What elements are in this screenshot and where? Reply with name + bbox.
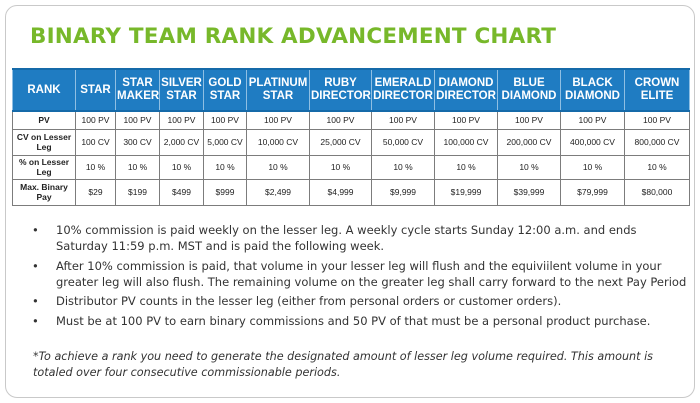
table-cell: $9,999 [372, 179, 435, 205]
table-cell: 200,000 CV [498, 129, 561, 155]
table-cell: 10 % [76, 155, 116, 179]
table-cell: $2,499 [247, 179, 310, 205]
list-item [30, 222, 690, 254]
table-cell: 100 PV [76, 111, 116, 129]
header-blue-diamond: BLUE DIAMOND [498, 69, 561, 111]
header-row [13, 69, 690, 111]
row-pv [13, 111, 690, 129]
note-text: 10% commission is paid weekly on the lesser leg. A weekly cycle starts Sunday 12:00 a.m. and ends Saturday 11:59 p.m. MST and is paid the following week. [56, 223, 637, 253]
table-cell: 100 PV [310, 111, 372, 129]
table-cell: 2,000 CV [160, 129, 204, 155]
header-platinum-star: PLATINUM STAR [247, 69, 310, 111]
row-percent-lesser-leg [13, 155, 690, 179]
table-cell: 10 % [204, 155, 247, 179]
table-cell: 100,000 CV [435, 129, 498, 155]
bullet-icon: • [32, 313, 39, 328]
table-cell: 400,000 CV [561, 129, 625, 155]
table-cell: $29 [76, 179, 116, 205]
header-silver-star: SILVER STAR [160, 69, 204, 111]
table-cell: 100 PV [625, 111, 690, 129]
table-cell: 100 PV [247, 111, 310, 129]
header-star-maker: STAR MAKER [116, 69, 160, 111]
table-cell: 800,000 CV [625, 129, 690, 155]
table-cell: $39,999 [498, 179, 561, 205]
table-cell: 50,000 CV [372, 129, 435, 155]
chart-title: BINARY TEAM RANK ADVANCEMENT CHART [30, 24, 557, 49]
bullet-icon: • [32, 258, 39, 273]
rank-table [12, 68, 690, 206]
table-cell: 10 % [310, 155, 372, 179]
bullet-icon: • [32, 294, 39, 308]
table-cell: 25,000 CV [310, 129, 372, 155]
header-diamond-director: DIAMOND DIRECTOR [435, 69, 498, 111]
footnote: *To achieve a rank you need to generate the designated amount of lesser leg volume required. This amount is totaled over four consecutive commissionable periods. [33, 350, 654, 379]
table-cell: 10 % [247, 155, 310, 179]
table-cell: 10 % [372, 155, 435, 179]
row-label: % on Lesser Leg [13, 155, 76, 179]
header-black-diamond: BLACK DIAMOND [561, 69, 625, 111]
row-label: PV [13, 111, 76, 129]
table-cell: $4,999 [310, 179, 372, 205]
header-emerald-director: EMERALD DIRECTOR [372, 69, 435, 111]
row-cv-lesser-leg [13, 129, 690, 155]
table-cell: 100 CV [76, 129, 116, 155]
note-text: Distributor PV counts in the lesser leg (either from personal orders or customer orders). [56, 294, 562, 308]
list-item [30, 293, 690, 309]
table-cell: 100 PV [435, 111, 498, 129]
table-cell: $19,999 [435, 179, 498, 205]
row-label: CV on Lesser Leg [13, 129, 76, 155]
table-cell: 10 % [435, 155, 498, 179]
table-cell: 100 PV [204, 111, 247, 129]
table-cell: 100 PV [160, 111, 204, 129]
table-cell: $999 [204, 179, 247, 205]
table-cell: 100 PV [116, 111, 160, 129]
table-cell: 10 % [498, 155, 561, 179]
table-cell: $80,000 [625, 179, 690, 205]
table-cell: $199 [116, 179, 160, 205]
header-crown-elite: CROWN ELITE [625, 69, 690, 111]
table-cell: 100 PV [561, 111, 625, 129]
header-ruby-director: RUBY DIRECTOR [310, 69, 372, 111]
list-item [30, 258, 690, 290]
table-cell: 10 % [625, 155, 690, 179]
table-cell: 10 % [116, 155, 160, 179]
table-cell: 100 PV [372, 111, 435, 129]
header-gold-star: GOLD STAR [204, 69, 247, 111]
table-cell: 100 PV [498, 111, 561, 129]
table-cell: 5,000 CV [204, 129, 247, 155]
note-text: After 10% commission is paid, that volume in your lesser leg will flush and the equiviilent volume in your greater leg will also flush. The remaining volume on the greater leg shall carry forward to the next Pay Period [56, 258, 687, 289]
table-cell: $499 [160, 179, 204, 205]
notes-list [30, 222, 690, 332]
table-cell: 300 CV [116, 129, 160, 155]
table-cell: 10 % [160, 155, 204, 179]
bullet-icon: • [32, 223, 39, 237]
table-cell: 10 % [561, 155, 625, 179]
note-text: Must be at 100 PV to earn binary commissions and 50 PV of that must be a personal product purchase. [56, 313, 651, 328]
row-label: Max. Binary Pay [13, 179, 76, 205]
header-rank: RANK [13, 69, 76, 111]
header-star: STAR [76, 69, 116, 111]
row-max-binary-pay [13, 179, 690, 205]
table-cell: $79,999 [561, 179, 625, 205]
list-item [30, 313, 690, 329]
table-cell: 10,000 CV [247, 129, 310, 155]
